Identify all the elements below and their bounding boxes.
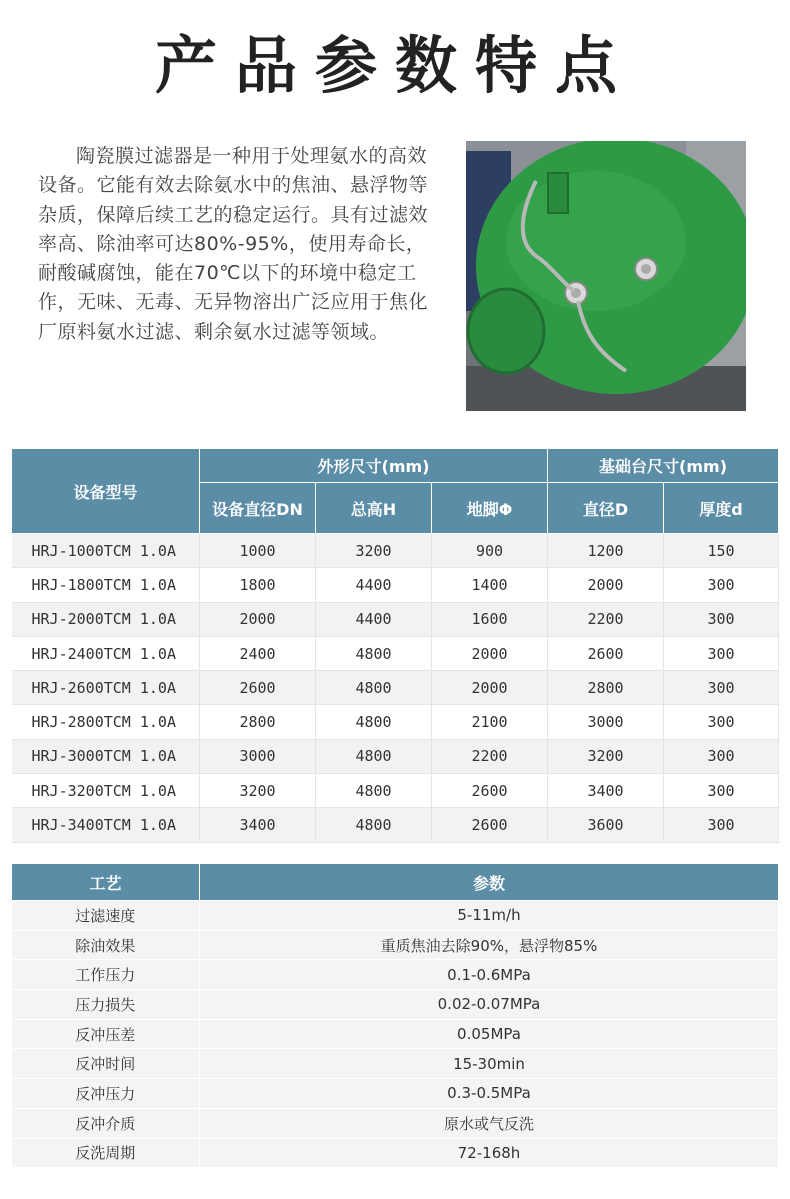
- value-cell: 3000: [548, 705, 664, 739]
- model-cell: HRJ-3400TCM 1.0A: [12, 808, 200, 842]
- value-cell: 300: [664, 568, 779, 602]
- value-cell: 2600: [200, 671, 316, 705]
- model-cell: HRJ-3200TCM 1.0A: [12, 774, 200, 808]
- model-cell: HRJ-2400TCM 1.0A: [12, 636, 200, 670]
- value-cell: 4800: [316, 739, 432, 773]
- value-cell: 3200: [200, 774, 316, 808]
- table-row: [12, 1108, 779, 1138]
- value-cell: 2200: [432, 739, 548, 773]
- value-cell: 1600: [432, 602, 548, 636]
- product-photo: [466, 141, 746, 411]
- table-row: [12, 705, 779, 739]
- process-cell: 反冲介质: [12, 1108, 200, 1138]
- table-row: [12, 808, 779, 842]
- table-row: [12, 602, 779, 636]
- value-cell: 900: [432, 534, 548, 568]
- value-cell: 300: [664, 774, 779, 808]
- value-cell: 2000: [432, 636, 548, 670]
- col-base-diameter: 直径D: [548, 483, 664, 534]
- value-cell: 2400: [200, 636, 316, 670]
- intro-paragraph: 陶瓷膜过滤器是一种用于处理氨水的高效设备。它能有效去除氨水中的焦油、悬浮物等杂质，保障后续工艺的稳定运行。具有过滤效率高、除油率可达80%-95%，使用寿命长，耐酸碱腐蚀，能在70℃以下的环境中稳定工作，无味、无毒、无异物溶出广泛应用于焦化厂原料氨水过滤、剩余氨水过滤等领域。: [38, 145, 429, 343]
- value-cell: 2000: [432, 671, 548, 705]
- table-row: [12, 534, 779, 568]
- process-cell: 反冲压力: [12, 1079, 200, 1109]
- value-cell: 3200: [316, 534, 432, 568]
- value-cell: 300: [664, 636, 779, 670]
- value-cell: 4800: [316, 774, 432, 808]
- table-row: [12, 671, 779, 705]
- parameter-cell: 0.1-0.6MPa: [200, 960, 779, 990]
- value-cell: 4800: [316, 705, 432, 739]
- value-cell: 300: [664, 602, 779, 636]
- table-row: [12, 990, 779, 1020]
- value-cell: 2600: [548, 636, 664, 670]
- value-cell: 150: [664, 534, 779, 568]
- value-cell: 3200: [548, 739, 664, 773]
- model-cell: HRJ-1000TCM 1.0A: [12, 534, 200, 568]
- value-cell: 2000: [548, 568, 664, 602]
- process-cell: 除油效果: [12, 930, 200, 960]
- table-row: [12, 774, 779, 808]
- header-parameter: 参数: [200, 864, 779, 901]
- process-cell: 压力损失: [12, 990, 200, 1020]
- table-row: [12, 1138, 779, 1168]
- process-cell: 反洗周期: [12, 1138, 200, 1168]
- parameter-cell: 0.05MPa: [200, 1019, 779, 1049]
- header-base-size: 基础台尺寸(mm): [548, 449, 779, 483]
- process-table: [11, 863, 779, 1168]
- col-foot: 地脚Φ: [432, 483, 548, 534]
- table-row: [12, 1049, 779, 1079]
- parameter-cell: 重质焦油去除90%，悬浮物85%: [200, 930, 779, 960]
- value-cell: 4400: [316, 602, 432, 636]
- value-cell: 4400: [316, 568, 432, 602]
- parameter-cell: 15-30min: [200, 1049, 779, 1079]
- table-row: [12, 960, 779, 990]
- value-cell: 2800: [548, 671, 664, 705]
- value-cell: 300: [664, 739, 779, 773]
- value-cell: 300: [664, 705, 779, 739]
- process-cell: 反冲时间: [12, 1049, 200, 1079]
- parameter-cell: 原水或气反洗: [200, 1108, 779, 1138]
- header-outer-size: 外形尺寸(mm): [200, 449, 548, 483]
- process-cell: 过滤速度: [12, 901, 200, 931]
- model-cell: HRJ-2000TCM 1.0A: [12, 602, 200, 636]
- page-title: 产品参数特点: [154, 29, 635, 102]
- parameter-cell: 5-11m/h: [200, 901, 779, 931]
- spec-table: [11, 448, 779, 843]
- model-cell: HRJ-1800TCM 1.0A: [12, 568, 200, 602]
- value-cell: 3000: [200, 739, 316, 773]
- value-cell: 1200: [548, 534, 664, 568]
- value-cell: 4800: [316, 671, 432, 705]
- value-cell: 3400: [548, 774, 664, 808]
- header-process: 工艺: [12, 864, 200, 901]
- value-cell: 4800: [316, 636, 432, 670]
- value-cell: 3600: [548, 808, 664, 842]
- value-cell: 1000: [200, 534, 316, 568]
- value-cell: 2600: [432, 808, 548, 842]
- value-cell: 4800: [316, 808, 432, 842]
- value-cell: 2000: [200, 602, 316, 636]
- table-row: [12, 1019, 779, 1049]
- value-cell: 300: [664, 808, 779, 842]
- value-cell: 1800: [200, 568, 316, 602]
- col-diameter-dn: 设备直径DN: [200, 483, 316, 534]
- col-total-height: 总高H: [316, 483, 432, 534]
- model-cell: HRJ-3000TCM 1.0A: [12, 739, 200, 773]
- header-model: 设备型号: [12, 449, 200, 534]
- process-cell: 工作压力: [12, 960, 200, 990]
- parameter-cell: 0.3-0.5MPa: [200, 1079, 779, 1109]
- table-row: [12, 568, 779, 602]
- col-thickness: 厚度d: [664, 483, 779, 534]
- table-row: [12, 636, 779, 670]
- table-row: [12, 1079, 779, 1109]
- value-cell: 2800: [200, 705, 316, 739]
- table-row: [12, 739, 779, 773]
- model-cell: HRJ-2600TCM 1.0A: [12, 671, 200, 705]
- process-cell: 反冲压差: [12, 1019, 200, 1049]
- table-row: [12, 930, 779, 960]
- model-cell: HRJ-2800TCM 1.0A: [12, 705, 200, 739]
- value-cell: 1400: [432, 568, 548, 602]
- value-cell: 2200: [548, 602, 664, 636]
- value-cell: 2600: [432, 774, 548, 808]
- parameter-cell: 72-168h: [200, 1138, 779, 1168]
- tank-illustration: [466, 141, 746, 411]
- value-cell: 2100: [432, 705, 548, 739]
- parameter-cell: 0.02-0.07MPa: [200, 990, 779, 1020]
- value-cell: 3400: [200, 808, 316, 842]
- table-row: [12, 901, 779, 931]
- value-cell: 300: [664, 671, 779, 705]
